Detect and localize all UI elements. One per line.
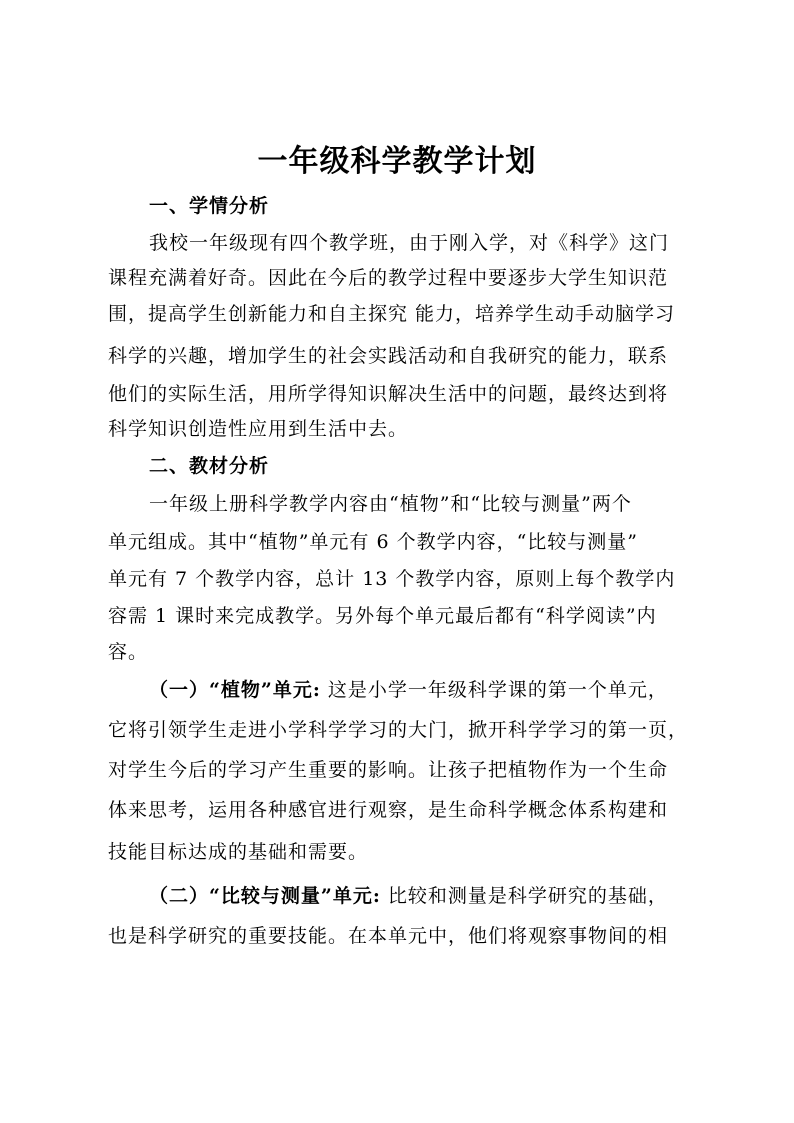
- document-title: 一年级科学教学计划: [257, 144, 537, 179]
- paragraph-line: 围，提高学生创新能力和自主探究 能力，培养学生动手动脑学习: [108, 303, 676, 325]
- section-heading-student-analysis: 一、学情分析: [149, 195, 270, 217]
- unit-two-text: 比较和测量是科学研究的基础，: [380, 885, 668, 907]
- paragraph-line: 容。: [108, 641, 149, 663]
- paragraph-line: 科学知识创造性应用到生活中去。: [108, 418, 409, 440]
- paragraph-line: 他们的实际生活，用所学得知识解决生活中的问题，最终达到将: [108, 383, 669, 405]
- paragraph-line: 体来思考，运用各种感官进行观察，是生命科学概念体系构建和: [108, 799, 669, 821]
- unit-one-label: （一）“植物”单元:: [149, 679, 321, 701]
- paragraph-line: 课程充满着好奇。因此在今后的教学过程中要逐步大学生知识范: [108, 267, 669, 289]
- paragraph-line: 它将引领学生走进小学科学学习的大门，掀开科学学习的第一页，: [108, 719, 689, 741]
- section-heading-textbook-analysis: 二、教材分析: [149, 455, 270, 477]
- paragraph-line: 也是科学研究的重要技能。在本单元中，他们将观察事物间的相: [108, 925, 669, 947]
- paragraph-line: 单元组成。其中“植物”单元有 6 个教学内容，“比较与测量”: [108, 531, 639, 553]
- unit-two-first-line: [149, 882, 668, 910]
- paragraph-line: 对学生今后的学习产生重要的影响。让孩子把植物作为一个生命: [108, 759, 669, 781]
- paragraph-line: 我校一年级现有四个教学班，由于刚入学，对《科学》这门: [149, 232, 670, 254]
- unit-one-text: 这是小学一年级科学课的第一个单元，: [320, 679, 668, 701]
- paragraph-line: 容需 1 课时来完成教学。另外每个单元最后都有“科学阅读”内: [108, 605, 657, 627]
- paragraph-line: 科学的兴趣，增加学生的社会实践活动和自我研究的能力，联系: [108, 345, 669, 367]
- unit-two-label: （二）“比较与测量”单元:: [149, 885, 381, 907]
- paragraph-line: 单元有 7 个教学内容，总计 13 个教学内容，原则上每个教学内: [108, 568, 676, 590]
- paragraph-line: 技能目标达成的基础和需要。: [108, 841, 369, 863]
- unit-one-first-line: [149, 676, 668, 704]
- paragraph-line: 一年级上册科学教学内容由“植物”和“比较与测量”两个: [149, 493, 632, 515]
